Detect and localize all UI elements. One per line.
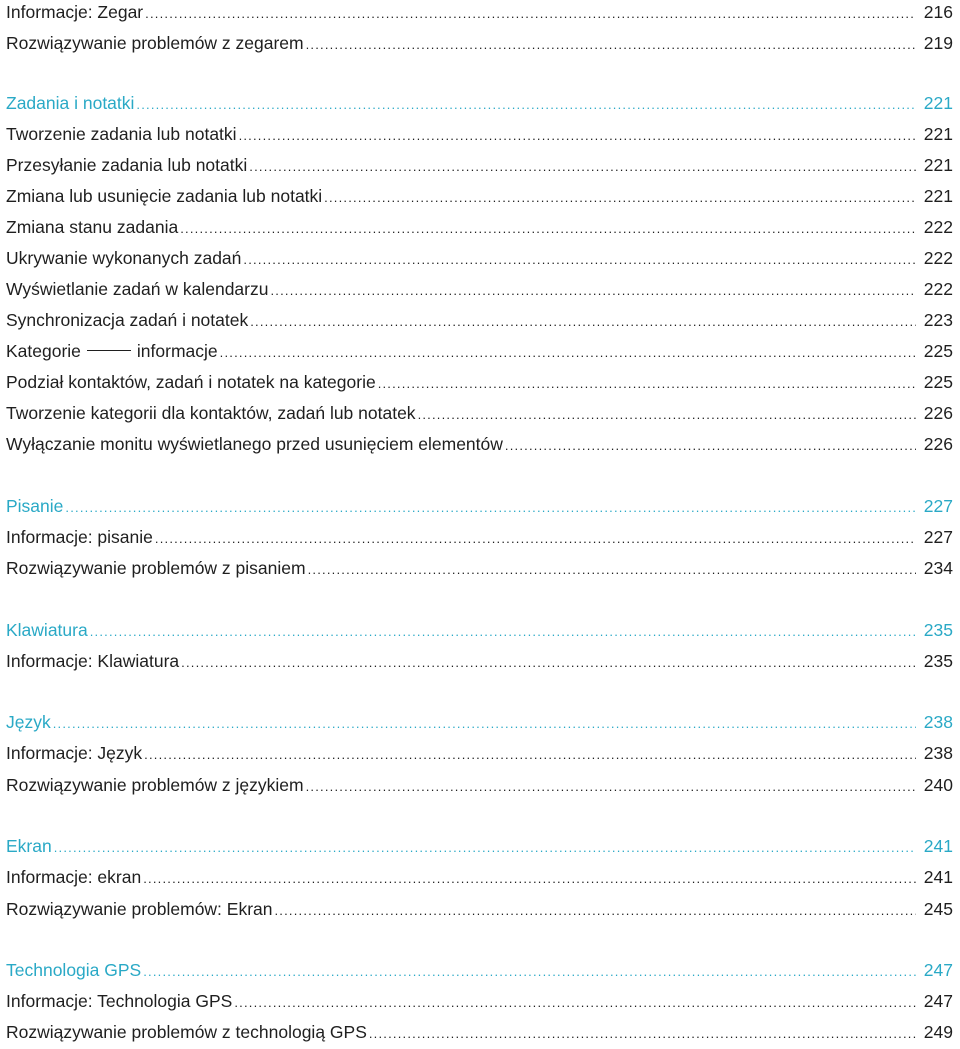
toc-entry[interactable] [6, 986, 953, 1017]
toc-entry-title: Informacje: ekran [6, 867, 142, 887]
toc-entry[interactable] [6, 243, 953, 274]
toc-entry[interactable] [6, 305, 953, 336]
toc-entry[interactable] [6, 553, 953, 584]
toc-section-heading[interactable] [6, 707, 953, 738]
dot-leader [65, 492, 916, 523]
toc-page-number: 219 [923, 33, 953, 53]
toc-entry-title: Synchronizacja zadań i notatek [6, 310, 249, 330]
toc-page-number: 238 [923, 743, 953, 763]
toc-page-number: 245 [923, 899, 953, 919]
toc-page-number: 238 [923, 712, 953, 732]
dot-leader [180, 213, 916, 244]
dot-leader [249, 151, 916, 182]
toc-entry-title: Rozwiązywanie problemów z technologią GPS [6, 1022, 367, 1042]
dot-leader [54, 832, 916, 863]
toc-page-number: 234 [923, 558, 953, 578]
toc-section-title: Ekran [6, 836, 52, 856]
toc-page-number: 221 [923, 155, 953, 175]
dot-leader [234, 987, 916, 1018]
toc-page-number: 226 [923, 403, 953, 423]
toc-page-number: 225 [923, 372, 953, 392]
dot-leader [220, 337, 916, 368]
toc-entry-title: Informacje: Technologia GPS [6, 991, 233, 1011]
dot-leader [181, 647, 916, 678]
dot-leader [250, 306, 916, 337]
dot-leader [155, 523, 916, 554]
dot-leader [306, 771, 916, 802]
dot-leader [53, 708, 916, 739]
toc-page-number: 241 [923, 867, 953, 887]
toc-section-heading[interactable] [6, 615, 953, 646]
toc-page-number: 240 [923, 775, 953, 795]
toc-entry[interactable] [6, 894, 953, 925]
toc-entry-title: Wyświetlanie zadań w kalendarzu [6, 279, 269, 299]
dot-leader [369, 1018, 916, 1049]
dot-leader [505, 430, 916, 461]
toc-section-title: Zadania i notatki [6, 93, 135, 113]
dot-leader [308, 554, 916, 585]
toc-page-number: 241 [923, 836, 953, 856]
toc-page-number: 223 [923, 310, 953, 330]
dot-leader [275, 895, 917, 926]
toc-page-number: 227 [923, 527, 953, 547]
toc-entry[interactable] [6, 181, 953, 212]
toc-entry-title: Tworzenie zadania lub notatki [6, 124, 237, 144]
toc-page-number: 235 [923, 651, 953, 671]
toc-entry-title [6, 336, 218, 367]
toc-entry[interactable] [6, 336, 953, 367]
em-dash-rule [87, 350, 131, 351]
dot-leader [136, 89, 916, 120]
toc-page-number: 221 [923, 124, 953, 144]
toc-entry[interactable] [6, 274, 953, 305]
toc-page-number: 247 [923, 960, 953, 980]
dot-leader [145, 0, 916, 29]
dot-leader [306, 29, 916, 60]
toc-section-title: Klawiatura [6, 620, 88, 640]
toc-section-heading[interactable] [6, 88, 953, 119]
toc-entry-title: Informacje: pisanie [6, 527, 153, 547]
toc-section-heading[interactable] [6, 955, 953, 986]
toc-entry[interactable] [6, 212, 953, 243]
toc-entry-title: Zmiana lub usunięcie zadania lub notatki [6, 186, 323, 206]
toc-entry[interactable] [6, 398, 953, 429]
toc-entry-title: Rozwiązywanie problemów: Ekran [6, 899, 273, 919]
toc-section-title: Pisanie [6, 496, 64, 516]
toc-section-title: Język [6, 712, 51, 732]
toc-entry[interactable] [6, 0, 953, 28]
toc-entry-title: Zmiana stanu zadania [6, 217, 179, 237]
toc-page-number: 225 [923, 341, 953, 361]
toc-entry-title-part: Kategorie [6, 341, 81, 361]
toc-page-number: 222 [923, 217, 953, 237]
toc-entry-title: Tworzenie kategorii dla kontaktów, zadań lub notatek [6, 403, 416, 423]
toc-section-heading[interactable] [6, 831, 953, 862]
toc-entry[interactable] [6, 367, 953, 398]
toc-entry-title: Rozwiązywanie problemów z językiem [6, 775, 304, 795]
toc-page-number: 235 [923, 620, 953, 640]
toc-page-number: 221 [923, 93, 953, 113]
toc-entry-title-part: informacje [136, 341, 218, 361]
toc-entry[interactable] [6, 522, 953, 553]
toc-page-number: 247 [923, 991, 953, 1011]
toc-entry-title: Podział kontaktów, zadań i notatek na kategorie [6, 372, 376, 392]
dot-leader [90, 616, 916, 647]
dot-leader [418, 399, 916, 430]
dot-leader [378, 368, 916, 399]
dot-leader [239, 120, 916, 151]
toc-entry[interactable] [6, 150, 953, 181]
toc-section-title: Technologia GPS [6, 960, 142, 980]
toc-entry-title: Przesyłanie zadania lub notatki [6, 155, 248, 175]
toc-page-number: 226 [923, 434, 953, 454]
toc-entry[interactable] [6, 646, 953, 677]
toc-page-number: 227 [923, 496, 953, 516]
toc-section-heading[interactable] [6, 491, 953, 522]
dot-leader [270, 275, 916, 306]
toc-entry[interactable] [6, 1017, 953, 1048]
toc-entry[interactable] [6, 429, 953, 460]
dot-leader [324, 182, 916, 213]
toc-entry[interactable] [6, 770, 953, 801]
toc-entry-title: Ukrywanie wykonanych zadań [6, 248, 242, 268]
toc-entry[interactable] [6, 738, 953, 769]
dot-leader [143, 956, 916, 987]
toc-page-number: 222 [923, 248, 953, 268]
toc-entry-title: Informacje: Zegar [6, 2, 144, 22]
dot-leader [143, 863, 916, 894]
toc-entry-title: Rozwiązywanie problemów z pisaniem [6, 558, 306, 578]
toc-entry[interactable] [6, 862, 953, 893]
toc-entry-title: Rozwiązywanie problemów z zegarem [6, 33, 304, 53]
toc-entry-title: Informacje: Język [6, 743, 143, 763]
toc-page-number: 221 [923, 186, 953, 206]
dot-leader [243, 244, 916, 275]
dot-leader [144, 739, 916, 770]
toc-page-number: 222 [923, 279, 953, 299]
toc-page-number: 216 [923, 2, 953, 22]
toc-page-number: 249 [923, 1022, 953, 1042]
toc-entry[interactable] [6, 28, 953, 59]
toc-entry-title: Informacje: Klawiatura [6, 651, 180, 671]
toc-entry[interactable] [6, 119, 953, 150]
toc-entry-title: Wyłączanie monitu wyświetlanego przed usunięciem elementów [6, 434, 503, 454]
